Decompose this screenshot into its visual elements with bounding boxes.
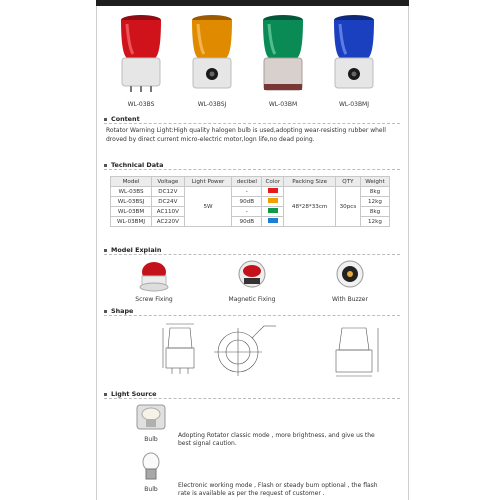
shape-heading: Shape bbox=[104, 307, 133, 315]
content-text: Rotator Warning Light:High quality halogen bulb is used,adopting wear-resisting rubber whell droved by direct current micro-electric motor,logn life,no dead poing. bbox=[106, 127, 386, 143]
buzzer-image bbox=[337, 261, 363, 287]
cell-model: WL-03BM bbox=[111, 207, 152, 217]
shape-rule bbox=[104, 315, 400, 316]
light-text-2: Electronic working mode , Flash or steady burn optional , the flash rate is available as per the request of customer . bbox=[178, 482, 378, 497]
model-explain-images bbox=[130, 258, 380, 294]
cell-color bbox=[262, 197, 284, 207]
cell-color bbox=[262, 187, 284, 197]
side-view-drawing bbox=[336, 328, 378, 376]
lamp-red bbox=[121, 15, 161, 92]
explain-rule bbox=[104, 254, 400, 255]
explain-label-magnetic: Magnetic Fixing bbox=[228, 296, 276, 303]
bulb-label-2: Bulb bbox=[144, 486, 158, 493]
cell-voltage: AC110V bbox=[152, 207, 185, 217]
technical-heading: Technical Data bbox=[104, 161, 163, 169]
table-header-row bbox=[111, 177, 390, 187]
bullet-icon bbox=[104, 164, 107, 167]
bulb-image-2 bbox=[138, 452, 164, 482]
bullet-icon bbox=[104, 249, 107, 252]
cell-color bbox=[262, 217, 284, 227]
color-swatch-green bbox=[268, 208, 278, 213]
cell-weight: 8kg bbox=[360, 207, 389, 217]
product-lamps-image bbox=[114, 12, 404, 98]
top-band bbox=[96, 0, 409, 6]
color-swatch-yellow bbox=[268, 198, 278, 203]
cell-decibel: 90dB bbox=[232, 217, 262, 227]
cell-weight: 12kg bbox=[360, 217, 389, 227]
product-label-3: WL-03BM bbox=[268, 101, 298, 108]
product-label-1: WL-03BS bbox=[127, 101, 155, 108]
header-weight: Weight bbox=[360, 177, 389, 187]
product-label-2: WL-03BSJ bbox=[197, 101, 227, 108]
cell-decibel: - bbox=[232, 207, 262, 217]
light-rule bbox=[104, 398, 400, 399]
cell-weight: 8kg bbox=[360, 187, 389, 197]
explain-heading: Model Explain bbox=[104, 246, 161, 254]
cell-weight: 12kg bbox=[360, 197, 389, 207]
table-row bbox=[111, 187, 390, 197]
content-rule bbox=[104, 123, 400, 124]
header-color: Color bbox=[262, 177, 284, 187]
light-text-1: Adopting Rotator classic mode , more brightness, and give us the best signal caution. bbox=[178, 432, 375, 447]
cell-model: WL-03BS bbox=[111, 187, 152, 197]
lamp-blue bbox=[334, 15, 374, 88]
header-qty: QTY bbox=[335, 177, 360, 187]
left-border bbox=[96, 0, 97, 500]
top-view-drawing bbox=[214, 326, 276, 376]
cell-qty: 30pcs bbox=[335, 187, 360, 227]
cell-color bbox=[262, 207, 284, 217]
product-label-4: WL-03BMJ bbox=[338, 101, 370, 108]
cell-voltage: DC12V bbox=[152, 187, 185, 197]
lamp-amber bbox=[192, 15, 232, 88]
color-swatch-blue bbox=[268, 218, 278, 223]
light-heading: Light Source bbox=[104, 390, 156, 398]
header-voltage: Voltage bbox=[152, 177, 185, 187]
bullet-icon bbox=[104, 118, 107, 121]
right-border bbox=[408, 0, 409, 500]
magnetic-fixing-image bbox=[239, 261, 265, 287]
cell-light-power: 5W bbox=[184, 187, 232, 227]
cell-decibel: - bbox=[232, 187, 262, 197]
explain-label-buzzer: With Buzzer bbox=[332, 296, 368, 303]
bullet-icon bbox=[104, 393, 107, 396]
shape-drawings bbox=[160, 320, 390, 382]
technical-table bbox=[110, 176, 390, 227]
cell-decibel: 90dB bbox=[232, 197, 262, 207]
bullet-icon bbox=[104, 310, 107, 313]
color-swatch-red bbox=[268, 188, 278, 193]
cell-model: WL-03BSJ bbox=[111, 197, 152, 207]
bulb-label-1: Bulb bbox=[144, 436, 158, 443]
content-heading: Content bbox=[104, 115, 140, 123]
header-light-power: Light Power bbox=[184, 177, 232, 187]
header-packing: Packing Size bbox=[284, 177, 336, 187]
cell-model: WL-03BMJ bbox=[111, 217, 152, 227]
cell-voltage: AC220V bbox=[152, 217, 185, 227]
header-model: Model bbox=[111, 177, 152, 187]
cell-voltage: DC24V bbox=[152, 197, 185, 207]
explain-label-screw: Screw Fixing bbox=[135, 296, 173, 303]
front-view-drawing bbox=[163, 324, 194, 374]
bulb-image-1 bbox=[134, 402, 168, 432]
header-decibel: decibel bbox=[232, 177, 262, 187]
technical-rule bbox=[104, 169, 400, 170]
cell-packing: 48*28*33cm bbox=[284, 187, 336, 227]
screw-fixing-image bbox=[140, 262, 168, 291]
lamp-green bbox=[263, 15, 303, 90]
